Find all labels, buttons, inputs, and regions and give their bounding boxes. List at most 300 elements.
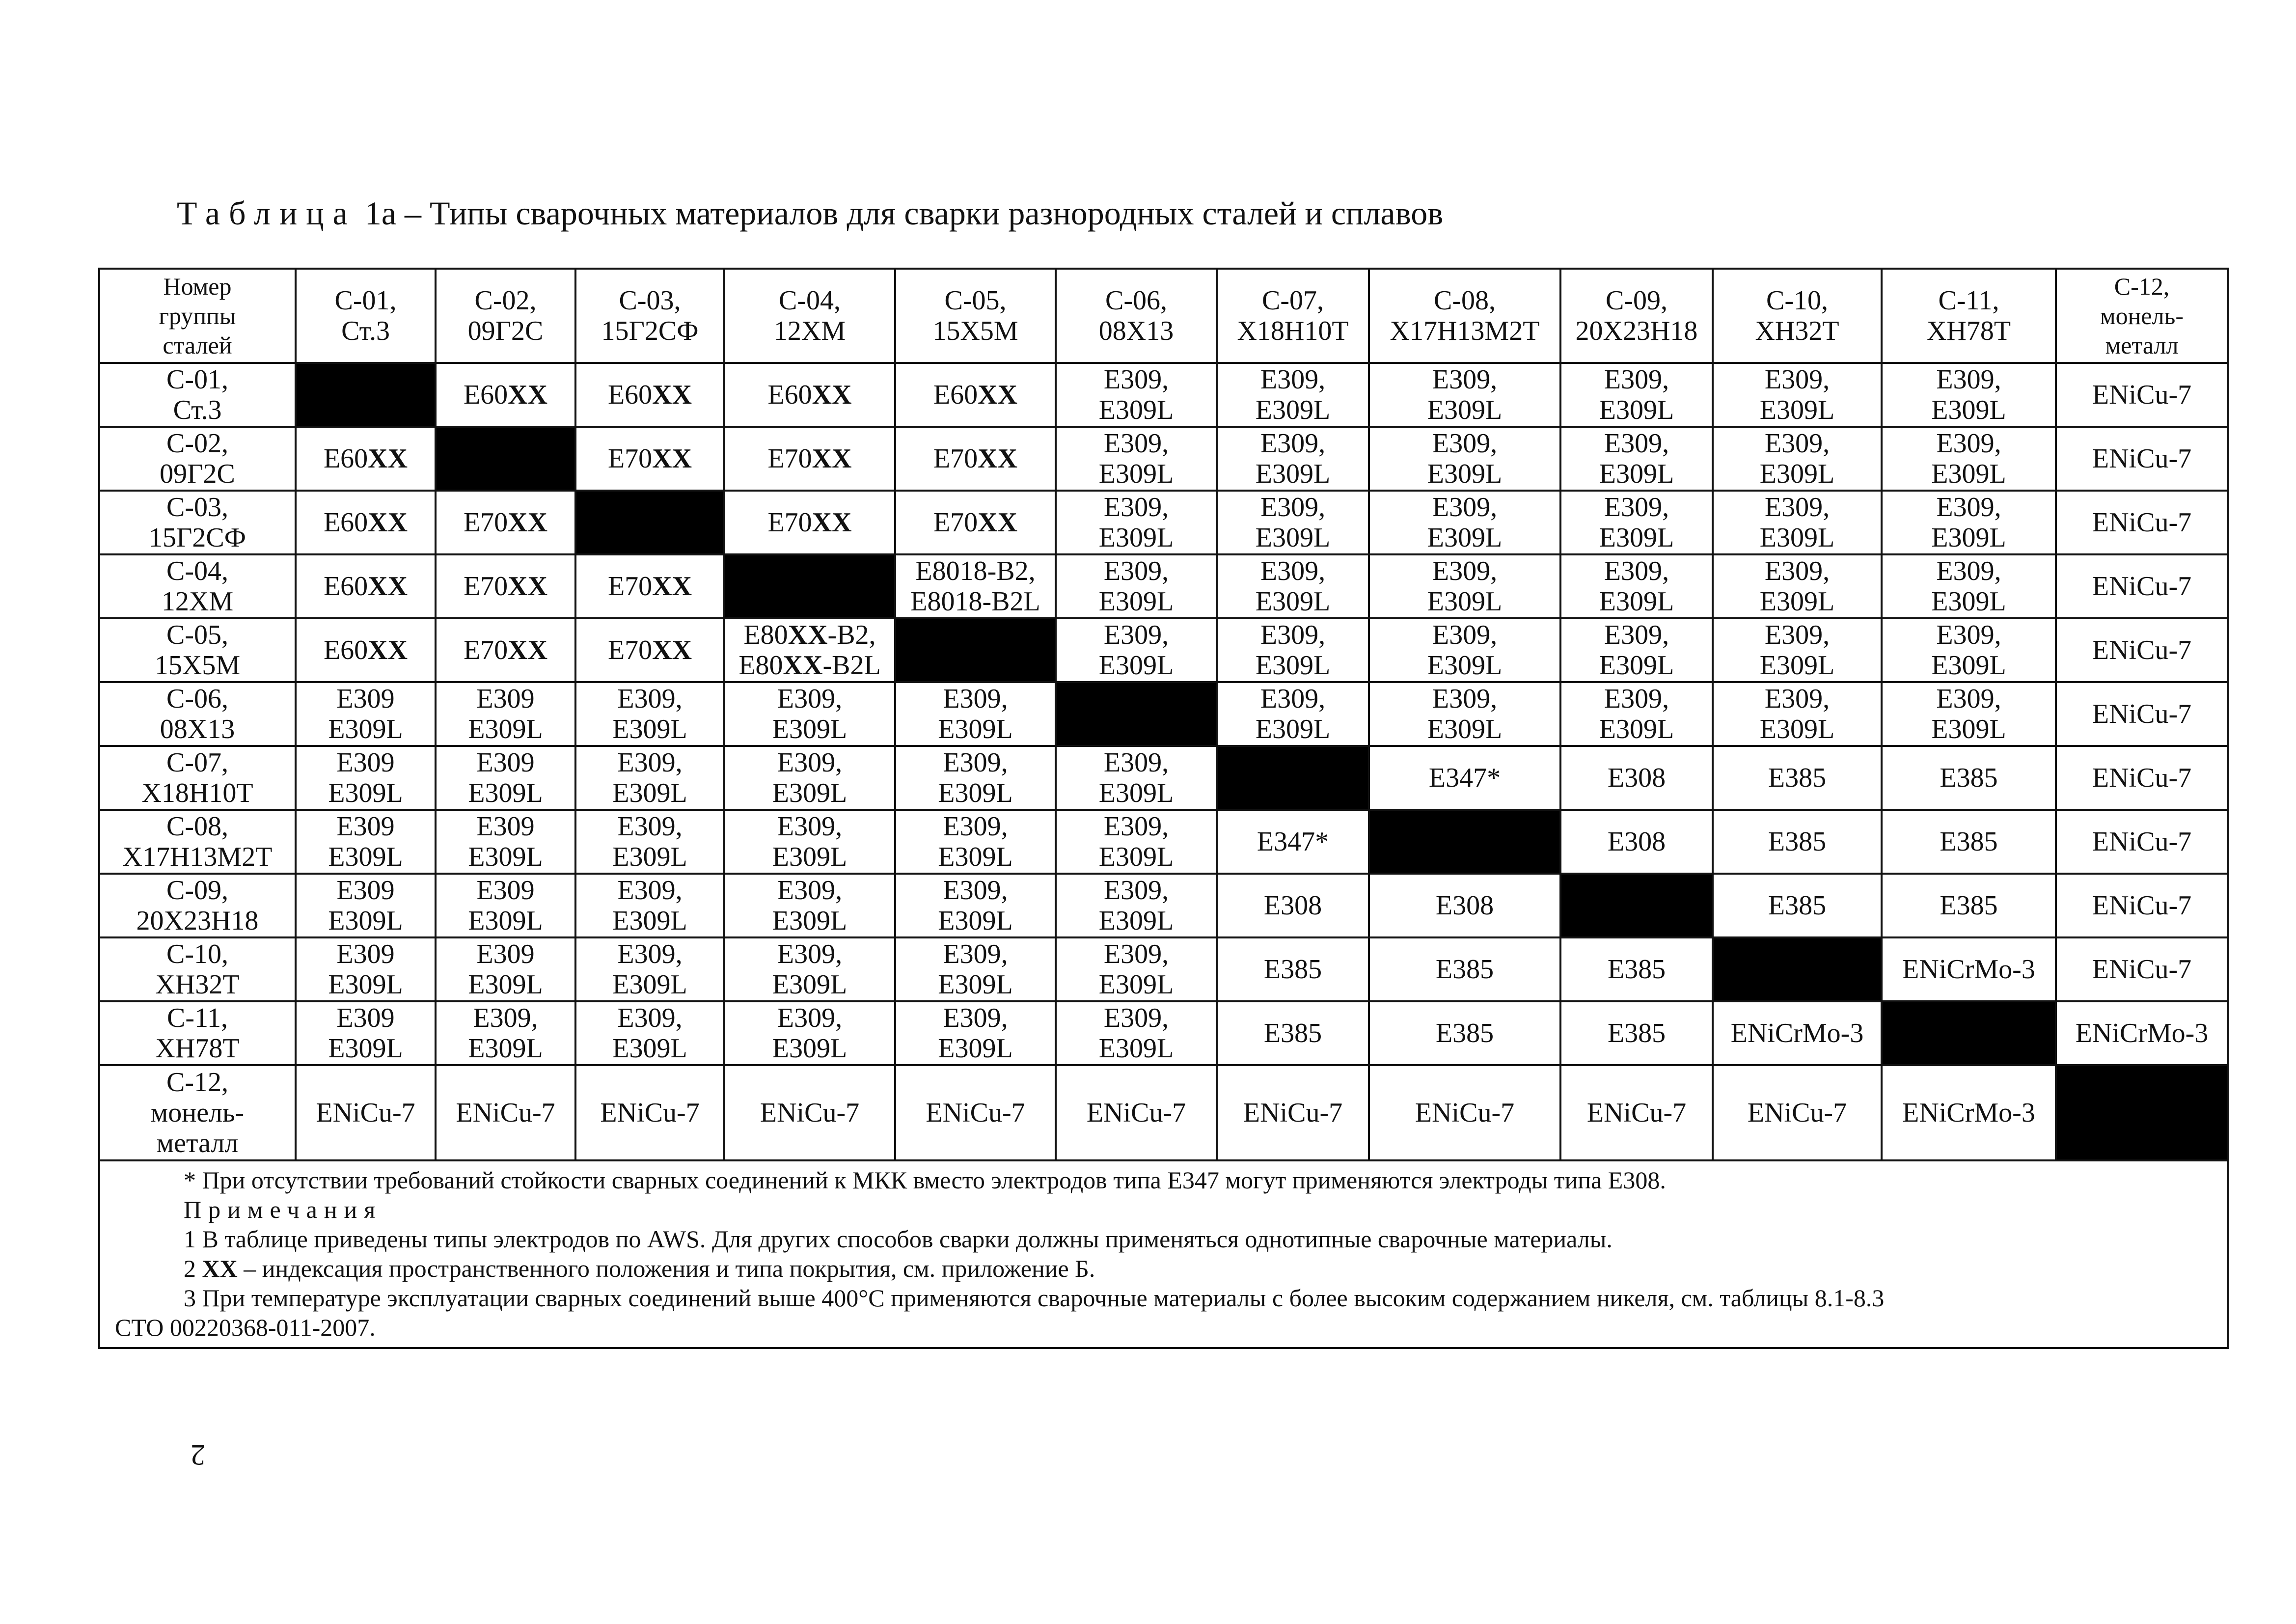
table-cell [724,682,895,746]
table-cell [575,1001,724,1065]
diagonal-black-cell [1217,746,1369,810]
cell-line: Е308 [1607,763,1666,793]
table-cell [575,1065,724,1160]
cell-line: Е309, [1260,620,1326,650]
row-header [99,618,296,682]
table-cell [1882,1065,2056,1160]
cell-line: 09Г2С [160,459,235,489]
table-cell [1713,554,1882,618]
cell-line: Е309, [1764,556,1830,586]
table-row [99,491,2228,554]
table-cell [1882,810,2056,874]
table-cell [296,810,436,874]
diagonal-black-cell [1369,810,1560,874]
cell-line: С-10, [166,939,228,969]
cell-line: Е309L [612,969,687,1000]
cell-line: Е309L [612,1033,687,1064]
cell-line: Е309, [617,684,683,714]
cell-line: С-08, [1434,285,1496,316]
table-cell [296,491,436,554]
table-cell [575,363,724,427]
table-cell [296,554,436,618]
cell-line: С-06, [166,684,228,714]
cell-line: ENiCu-7 [2092,443,2192,474]
cell-line: 08Х13 [1098,316,1174,346]
cell-line: ХН32Т [155,969,240,1000]
cell-line: С-04, [166,556,228,586]
cell-line: Е70XX [463,571,548,602]
cell-line: Е309L [772,969,847,1000]
table-cell [1217,1001,1369,1065]
cell-line: ENiCu-7 [2092,890,2192,921]
table-cell [1882,363,2056,427]
column-header [575,269,724,363]
cell-line: Х17Н13М2Т [122,842,273,872]
cell-line: металл [156,1128,239,1158]
cell-line: Е309L [1427,523,1503,553]
cell-line: Е385 [1607,1018,1666,1048]
cell-line: Е80XX-В2, [743,620,876,650]
cell-line: Е309, [1103,492,1169,523]
cell-line: Е60XX [323,443,408,474]
cell-line: Е308 [1435,890,1494,921]
table-cell [1369,1001,1560,1065]
cell-line: Е309L [772,714,847,744]
cell-line: Е309, [1764,492,1830,523]
cell-line: Е309L [1255,459,1331,489]
note-2-text: – индексация пространственного положения и типа покрытия, см. приложение Б. [244,1255,1095,1282]
table-caption [177,194,1443,233]
cell-line: Е309L [1255,714,1331,744]
cell-line: Х18Н10Т [141,778,253,808]
cell-line: Х17Н13М2Т [1390,316,1540,346]
cell-line: 15Х5М [932,316,1018,346]
cell-line: ENiCu-7 [1243,1098,1343,1128]
table-cell [724,874,895,937]
cell-line: Е309, [1103,939,1169,969]
cell-line: Е309, [1103,620,1169,650]
table-cell [1369,427,1560,491]
table-cell [1056,1065,1217,1160]
table-cell [1882,746,2056,810]
table-cell [1560,554,1713,618]
table-cell [436,618,575,682]
table-cell [296,427,436,491]
cell-line: Е309, [943,747,1008,778]
table-cell [1369,363,1560,427]
cell-line: ENiCu-7 [2092,826,2192,857]
row-header [99,682,296,746]
cell-line: 15Г2СФ [149,523,246,553]
cell-line: Е309L [1255,650,1331,681]
cell-line: Е309L [468,714,543,744]
table-cell [1882,618,2056,682]
cell-line: Е309, [1260,428,1326,459]
table-cell [1713,1065,1882,1160]
table-cell [575,810,724,874]
diagonal-black-cell [895,618,1056,682]
table-cell [724,618,895,682]
table-cell [1560,810,1713,874]
cell-line: Е309L [468,1033,543,1064]
table-cell [724,1065,895,1160]
table-cell [1217,491,1369,554]
cell-line: Е309L [1427,395,1503,425]
row-header [99,1065,296,1160]
table-cell [724,363,895,427]
table-row [99,746,2228,810]
cell-line: Е309L [1759,523,1835,553]
column-header [1713,269,1882,363]
cell-line: Е309L [1599,395,1674,425]
cell-line: Е309, [1103,875,1169,906]
cell-line: Е385 [1768,826,1827,857]
table-cell [2056,1001,2228,1065]
table-cell [895,554,1056,618]
table-cell [1560,682,1713,746]
cell-line: Е60XX [323,571,408,602]
cell-line: Е309L [1759,714,1835,744]
table-cell [296,746,436,810]
cell-line: С-02, [474,285,537,316]
table-cell [1056,618,1217,682]
cell-line: Е309 [476,747,535,778]
table-cell [895,746,1056,810]
table-cell [296,682,436,746]
cell-line: ENiCu-7 [2092,954,2192,985]
row-header [99,554,296,618]
cell-line: Е309, [1103,747,1169,778]
table-row [99,1001,2228,1065]
column-header [436,269,575,363]
table-row [99,363,2228,427]
cell-line: С-10, [1766,285,1828,316]
cell-line: 15Г2СФ [601,316,699,346]
table-cell [2056,746,2228,810]
cell-line: С-09, [166,875,228,906]
table-cell [1369,874,1560,937]
cell-line: Е309, [1764,364,1830,395]
table-cell [1882,682,2056,746]
cell-line: Е309, [1103,428,1169,459]
cell-line: Е309L [938,714,1013,744]
note-2-bold: XX [202,1255,238,1282]
table-cell [1713,810,1882,874]
cell-line: Е8018-В2L [910,586,1040,617]
cell-line: Е309L [468,969,543,1000]
table-cell [296,618,436,682]
cell-line: Е308 [1607,826,1666,857]
table-cell [2056,363,2228,427]
cell-line: Е309L [1255,395,1331,425]
table-cell [1056,874,1217,937]
cell-line: Е309, [777,747,843,778]
table-cell [1056,810,1217,874]
cell-line: Е8018-В2, [915,556,1036,586]
cell-line: Е309L [1098,395,1174,425]
cell-line: Е309L [612,778,687,808]
table-cell [895,810,1056,874]
table-cell [436,491,575,554]
cell-line: Е309, [943,939,1008,969]
cell-line: Е309L [1759,395,1835,425]
cell-line: Е385 [1940,826,1998,857]
table-row [99,618,2228,682]
table-cell [1217,427,1369,491]
diagonal-black-cell [2056,1065,2228,1160]
cell-line: Е385 [1435,954,1494,985]
cell-line: С-07, [1262,285,1324,316]
cell-line: монель- [150,1098,245,1128]
table-cell [1056,937,1217,1001]
cell-line: Е309L [1098,906,1174,936]
cell-line: ENiCu-7 [2092,699,2192,729]
cell-line: Е309L [772,778,847,808]
table-cell [1713,363,1882,427]
column-header [296,269,436,363]
cell-line: Е309, [943,811,1008,842]
cell-line: ENiCu-7 [1415,1098,1515,1128]
cell-line: С-05, [944,285,1007,316]
cell-line: С-05, [166,620,228,650]
cell-line: Е309L [1759,586,1835,617]
cell-line: Е309, [617,747,683,778]
table-cell [895,427,1056,491]
row-header [99,746,296,810]
cell-line: Е309L [328,778,403,808]
cell-line: С-02, [166,428,228,459]
diagonal-black-cell [436,427,575,491]
table-cell [1056,363,1217,427]
cell-line: Ст.3 [341,316,390,346]
cell-line: Е309L [1759,459,1835,489]
cell-line: 12ХМ [161,586,234,617]
column-header [1056,269,1217,363]
row-header [99,427,296,491]
diagonal-black-cell [1056,682,1217,746]
cell-line: Е385 [1768,763,1827,793]
cell-line: Е309, [473,1003,538,1033]
cell-line: Е309, [777,875,843,906]
cell-line: Е309L [468,842,543,872]
cell-line: Е309L [1599,714,1674,744]
table-cell [1056,491,1217,554]
table-row [99,682,2228,746]
cell-line: Е309L [1098,650,1174,681]
table-row [99,937,2228,1001]
cell-line: Ст.3 [173,395,222,425]
cell-line: С-01, [334,285,397,316]
cell-line: Е309L [1599,586,1674,617]
table-cell [1369,937,1560,1001]
cell-line: Е309, [617,1003,683,1033]
cell-line: Е347* [1257,826,1329,857]
table-cell [1369,682,1560,746]
cell-line: С-11, [1938,285,1999,316]
cell-line: Е309 [336,875,395,906]
cell-line: С-03, [619,285,681,316]
table-cell [2056,874,2228,937]
cell-line: Е385 [1263,1018,1322,1048]
cell-line: ENiCu-7 [2092,380,2192,410]
cell-line: Е70XX [933,507,1018,538]
cell-line: Е309, [1936,428,2001,459]
cell-line: Е309L [1427,650,1503,681]
cell-line: Е309, [1604,492,1669,523]
cell-line: Е309 [476,939,535,969]
cell-line: С-09, [1606,285,1667,316]
cell-line: Е309 [336,747,395,778]
cell-line: Е385 [1607,954,1666,985]
cell-line: ENiCrMo-3 [1902,954,2035,985]
table-cell [1217,810,1369,874]
cell-line: ENiCu-7 [760,1098,860,1128]
cell-line: Е60XX [767,380,852,410]
cell-line: Е70XX [607,571,692,602]
table-cell [1369,491,1560,554]
cell-line: Е70XX [933,443,1018,474]
cell-line: Е60XX [323,507,408,538]
table-cell [1882,937,2056,1001]
cell-line: 15Х5М [154,650,241,681]
table-cell [724,491,895,554]
cell-line: Е309L [612,714,687,744]
cell-line: Е309, [1604,364,1669,395]
cell-line: С-07, [166,747,228,778]
table-cell [895,1065,1056,1160]
column-header [2056,269,2228,363]
table-cell [296,874,436,937]
table-cell [1217,363,1369,427]
cell-line: Е70XX [767,507,852,538]
cell-line: Х18Н10Т [1237,316,1349,346]
table-cell [724,810,895,874]
cell-line: Е309L [1599,459,1674,489]
cell-line: Е309L [772,842,847,872]
cell-line: Е309L [1098,523,1174,553]
cell-line: Е309, [617,875,683,906]
note-2 [115,1254,2215,1283]
cell-line: С-04, [779,285,841,316]
cell-line: Е309 [476,684,535,714]
row-header [99,1001,296,1065]
cell-line: Е309, [1936,684,2001,714]
table-cell [436,554,575,618]
cell-line: Е309, [1103,556,1169,586]
table-cell [1713,427,1882,491]
cell-line: Е309, [1936,620,2001,650]
table-cell [724,1001,895,1065]
cell-line: Е309L [612,842,687,872]
cell-line: Е309, [1260,364,1326,395]
cell-line: С-12, [166,1067,228,1098]
cell-line: Е309, [1604,428,1669,459]
cell-line: ENiCu-7 [2092,635,2192,665]
cell-line: Е309L [938,906,1013,936]
table-row [99,554,2228,618]
cell-line: ENiCu-7 [2092,571,2192,602]
diagonal-black-cell [1882,1001,2056,1065]
cell-line: Е309L [328,1033,403,1064]
cell-line: ENiCu-7 [316,1098,415,1128]
cell-line: Е309L [1599,650,1674,681]
table-cell [724,746,895,810]
cell-line: Е385 [1940,890,1998,921]
cell-line: Е309L [1098,1033,1174,1064]
cell-line: Е309, [1432,492,1498,523]
cell-line: Е80XX-В2L [738,650,881,681]
table-cell [1882,427,2056,491]
cell-line: 20Х23Н18 [1575,316,1698,346]
table-row [99,874,2228,937]
cell-line: Е309, [777,811,843,842]
cell-line: Е309L [938,778,1013,808]
table-cell [2056,810,2228,874]
cell-line: группы [159,302,236,330]
cell-line: ENiCu-7 [926,1098,1025,1128]
note-3: 3 При температуре эксплуатации сварных соединений выше 400°С применяются сварочные материалы с более высоким содержанием никеля, см. таблицы 8.1-8.3 [184,1284,1885,1312]
table-cell [1560,937,1713,1001]
cell-line: Е347* [1428,763,1501,793]
cell-line: Е309, [1764,428,1830,459]
table-row [99,810,2228,874]
table-cell [1882,491,2056,554]
cell-line: Е309, [617,939,683,969]
cell-line: Е309, [1764,684,1830,714]
table-cell [1217,554,1369,618]
cell-line: С-06, [1105,285,1167,316]
cell-line: Е309, [1260,492,1326,523]
cell-line: Е309 [336,939,395,969]
column-header [1882,269,2056,363]
cell-line: ENiCrMo-3 [1730,1018,1864,1048]
cell-line: Е309L [1427,714,1503,744]
cell-line: Е60XX [323,635,408,665]
cell-line: Е309 [336,811,395,842]
cell-line: Е60XX [607,380,692,410]
table-cell [1560,363,1713,427]
table-cell [1369,1065,1560,1160]
cell-line: Е309L [328,969,403,1000]
cell-line: Е309 [476,875,535,906]
table-cell [436,1001,575,1065]
cell-line: 12ХМ [773,316,846,346]
cell-line: Е309L [1931,395,2006,425]
table-cell [1217,682,1369,746]
cell-line: Е309, [1604,684,1669,714]
diagonal-black-cell [575,491,724,554]
note-2-number: 2 [184,1255,196,1282]
cell-line: Е309L [468,906,543,936]
header-row [99,269,2228,363]
table-cell [2056,427,2228,491]
cell-line: Е70XX [607,635,692,665]
row-header [99,937,296,1001]
cell-line: Е309L [1098,969,1174,1000]
table-cell [575,746,724,810]
table-cell [1056,746,1217,810]
table-cell [296,1065,436,1160]
table-cell [296,937,436,1001]
cell-line: Е309, [1432,428,1498,459]
table-cell [575,554,724,618]
cell-line: Е309 [336,1003,395,1033]
cell-line: Е309L [1098,459,1174,489]
cell-line: Е309L [328,842,403,872]
table-cell [1882,874,2056,937]
table-cell [296,1001,436,1065]
cell-line: Е309L [938,1033,1013,1064]
